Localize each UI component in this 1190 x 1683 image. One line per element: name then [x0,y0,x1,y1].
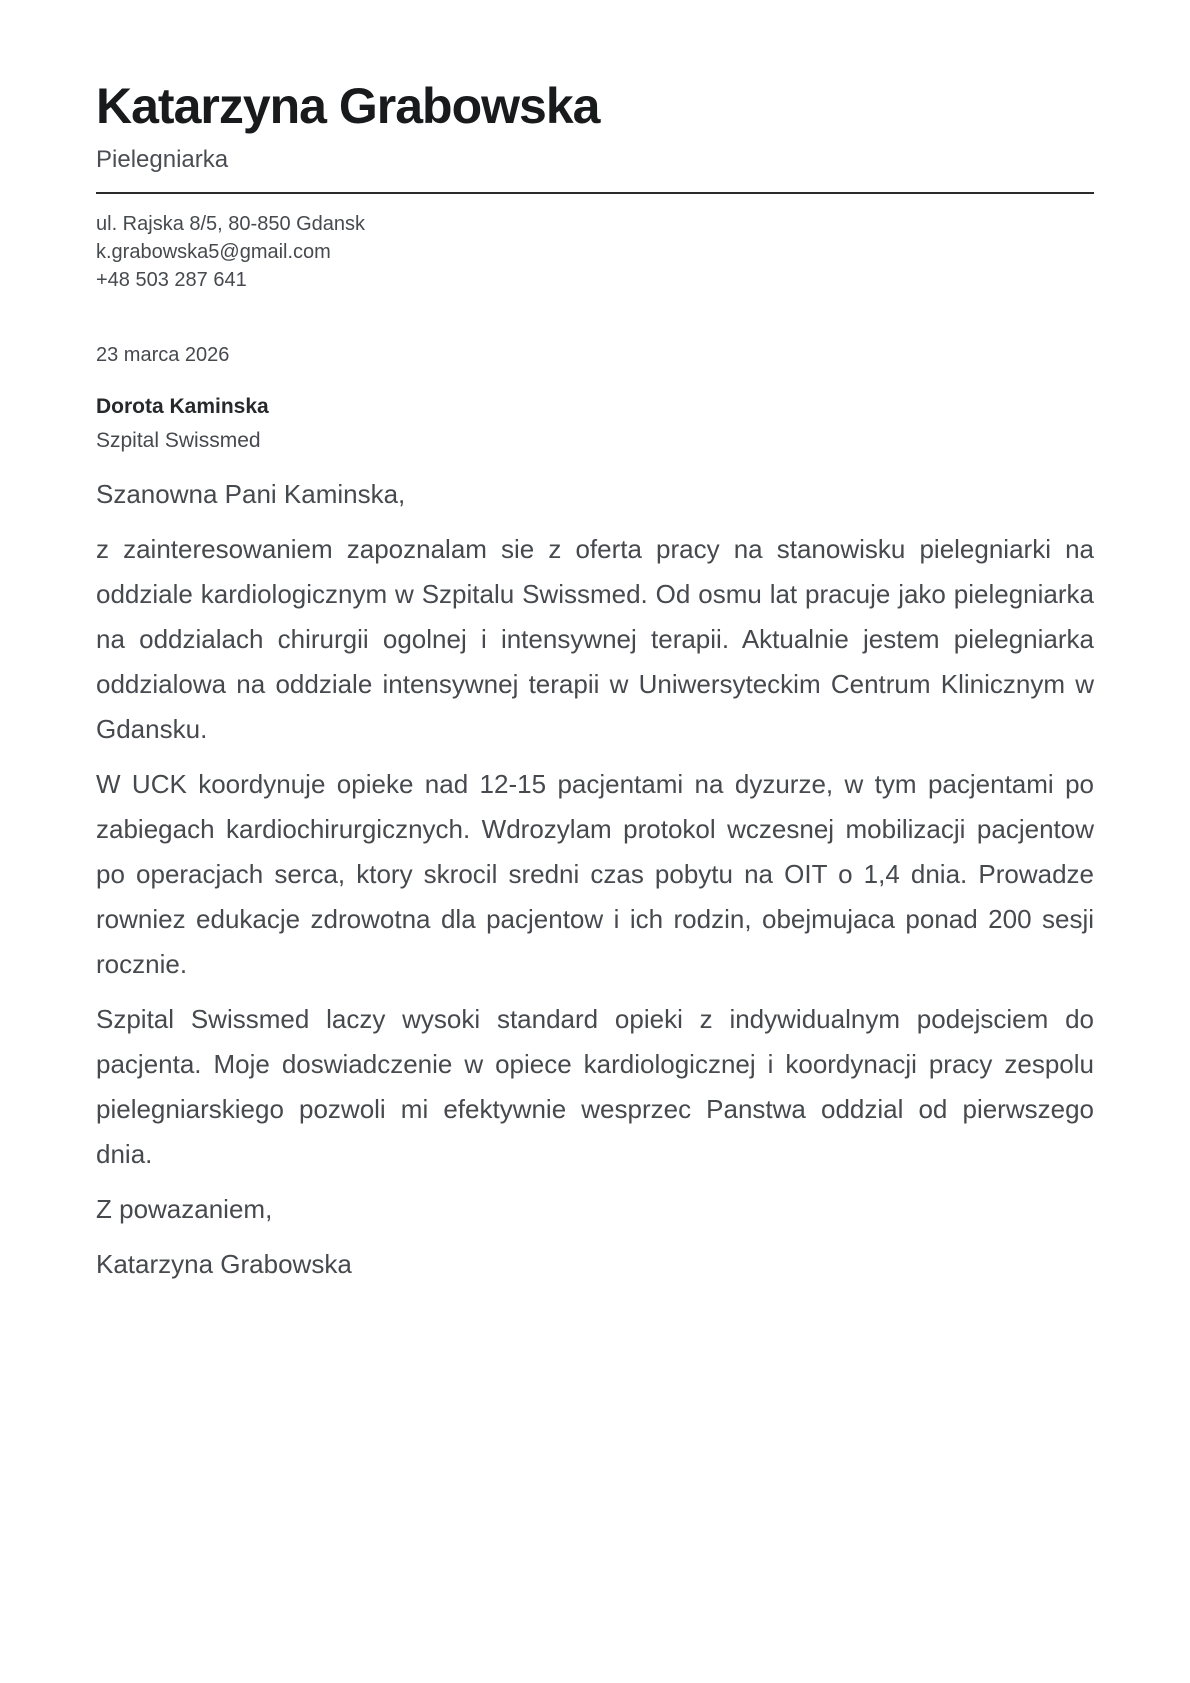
letter-date: 23 marca 2026 [96,344,230,366]
contact-phone: +48 503 287 641 [96,269,247,291]
salutation: Szanowna Pani Kaminska, [96,479,406,509]
closing: Z powazaniem, [96,1194,273,1224]
signature: Katarzyna Grabowska [96,1249,352,1279]
applicant-name-title: Katarzyna Grabowska [96,78,600,134]
paragraph-3: Szpital Swissmed laczy wysoki standard opieki z indywidualnym podejsciem do pacjenta. Moje doswiadczenie w opiece kardiologicznej i koordynacji pracy zespolu pielegniarskiego pozwoli mi efektywnie wesprzec Panstwa oddzial od pierwszego dnia. [96,1004,1094,1169]
letter-body [96,341,1094,1287]
recipient-company: Szpital Swissmed [96,429,261,452]
recipient-block [96,390,1094,458]
paragraph-2: W UCK koordynuje opieke nad 12-15 pacjentami na dyzurze, w tym pacjentami po zabiegach kardiochirurgicznych. Wdrozylam protokol wczesnej mobilizacji pacjentow po operacjach serca, ktory skrocil sredni czas pobytu na OIT o 1,4 dnia. Prowadze rowniez edukacje zdrowotna dla pacjentow i ich rodzin, obejmujaca ponad 200 sesji rocznie. [96,769,1094,979]
contact-address: ul. Rajska 8/5, 80-850 Gdansk [96,213,366,235]
paragraph-1: z zainteresowaniem zapoznalam sie z oferta pracy na stanowisku pielegniarki na oddziale kardiologicznym w Szpitalu Swissmed. Od osmu lat pracuje jako pielegniarka na oddzialach chirurgii ogolnej i intensywnej terapii. Aktualnie jestem pielegniarka oddzialowa na oddziale intensywnej terapii w Uniwersyteckim Centrum Klinicznym w Gdansku. [96,534,1094,744]
contact-info [96,210,1094,294]
contact-email: k.grabowska5@gmail.com [96,241,331,263]
applicant-job-title: Pielegniarka [96,146,229,173]
recipient-name: Dorota Kaminska [96,395,269,418]
header-divider [96,192,1094,194]
letter-header [96,76,1094,294]
